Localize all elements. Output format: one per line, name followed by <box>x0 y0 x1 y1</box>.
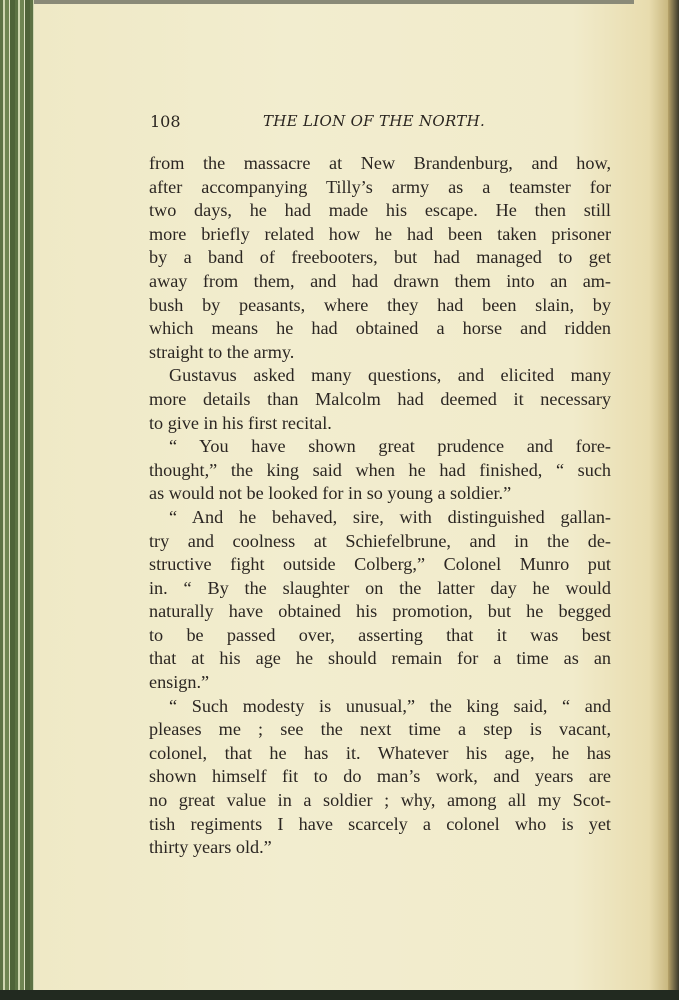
running-title: THE LION OF THE NORTH. <box>263 112 486 130</box>
text-line: as would not be looked for in so young a soldier.” <box>149 483 512 504</box>
text-line: from the massacre at New Brandenburg, and how, <box>149 153 611 173</box>
text-line: shown himself fit to do man’s work, and years are <box>149 766 611 787</box>
text-line: naturally have obtained his promotion, but he begged <box>149 601 611 622</box>
text-line: straight to the army. <box>149 341 295 362</box>
text-line: tish regiments I have scarcely a colonel who is yet <box>149 813 611 834</box>
book-binding <box>0 0 34 1000</box>
text-line: “ And he behaved, sire, with distinguished gallan- <box>169 506 611 527</box>
text-line: that at his age he should remain for a time as an <box>149 648 611 669</box>
text-line: to be passed over, asserting that it was best <box>149 624 611 645</box>
text-line: in. “ By the slaughter on the latter day he would <box>149 577 611 598</box>
body-text <box>149 152 611 860</box>
text-line: more details than Malcolm had deemed it necessary <box>149 388 611 409</box>
text-line: ensign.” <box>149 672 210 693</box>
page-right-edge <box>668 0 679 1000</box>
text-line: thought,” the king said when he had finished, “ such <box>149 459 611 480</box>
text-line: by a band of freebooters, but had managed to get <box>149 247 611 268</box>
page-bottom-edge <box>0 990 679 1000</box>
text-line: which means he had obtained a horse and ridden <box>149 318 611 339</box>
text-line: more briefly related how he had been taken prisoner <box>149 223 611 244</box>
text-line: after accompanying Tilly’s army as a teamster for <box>149 176 611 197</box>
text-line: away from them, and had drawn them into an am- <box>149 270 611 291</box>
text-line: thirty years old.” <box>149 837 272 858</box>
text-line: “ You have shown great prudence and fore- <box>169 436 611 457</box>
page-number: 108 <box>150 112 181 131</box>
page-top-edge <box>34 0 634 4</box>
text-line: pleases me ; see the next time a step is vacant, <box>149 719 611 740</box>
text-line: colonel, that he has it. Whatever his age, he has <box>149 742 611 763</box>
text-line: structive fight outside Colberg,” Colonel Munro put <box>149 554 611 575</box>
text-line: try and coolness at Schiefelbrune, and in the de- <box>149 530 611 551</box>
text-line: Gustavus asked many questions, and elicited many <box>169 365 611 386</box>
text-line: bush by peasants, where they had been slain, by <box>149 294 611 315</box>
text-line: two days, he had made his escape. He then still <box>149 200 611 221</box>
text-line: “ Such modesty is unusual,” the king said, “ and <box>169 695 611 716</box>
text-line: no great value in a soldier ; why, among all my Scot- <box>149 790 611 811</box>
text-line: to give in his first recital. <box>149 412 332 433</box>
